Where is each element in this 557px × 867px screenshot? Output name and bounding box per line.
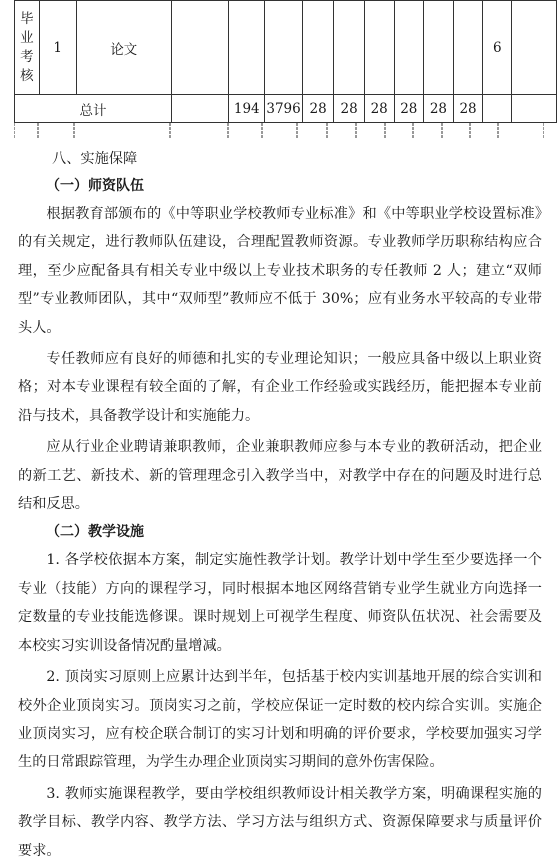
curriculum-table [14, 0, 557, 123]
total-cell: 28 [334, 95, 365, 123]
value-cell: 6 [483, 1, 512, 95]
category-label: 毕业考核 [20, 10, 34, 84]
total-cell: 28 [453, 95, 483, 123]
subsection-title-facilities: （二）教学设施 [46, 524, 144, 541]
paragraph: 2. 顶岗实习原则上应累计达到半年，包括基于校内实训基地开展的综合实训和校外企业顶岗实习。顶岗实习之前，学校应保证一定时数的校内综合实训。实施企业顶岗实习，应有校企联合制订的实习计划和明确的评价要求，学校要加强实习学生的日常跟踪管理，为学生办理企业顶岗实习期间的意外伤害保险。 [18, 669, 542, 771]
total-cell: 3796 [265, 95, 303, 123]
paragraph: 3. 教师实施课程教学，要由学校组织教师设计相关教学方案，明确课程实施的教学目标、教学内容、教学方法、学习方法与组织方式、资源保障要求与质量评价要求。 [18, 785, 542, 859]
table-row-total [15, 95, 557, 123]
category-cell [15, 1, 40, 95]
name-cell: 论文 [76, 1, 171, 95]
total-cell: 28 [364, 95, 394, 123]
paragraph: 根据教育部颁布的《中等职业学校教师专业标准》和《中等职业学校设置标准》的有关规定，进行教师队伍建设，合理配置教师资源。专业教师学历职称结构应合理，至少应配备具有相关专业中级以上专业技术职务的专任教师 2 人；建立“双师型”专业教师团队，其中“双师型”教师应不低于 30%；应有业务水平较高的专业带头人。 [18, 206, 542, 336]
total-cell: 28 [302, 95, 333, 123]
table-row-graduation [15, 1, 557, 95]
total-cell: 194 [229, 95, 265, 123]
paragraph: 1. 各学校依据本方案，制定实施性教学计划。教学计划中学生至少要选择一个专业（技能）方向的课程学习，同时根据本地区网络营销专业学生就业方向选择一定数量的专业技能选修课。课时规划上可视学生程度、师资队伍状况、社会需要及本校实习实训设备情况酌量增减。 [18, 552, 542, 654]
document-body [18, 146, 542, 865]
total-cell: 28 [394, 95, 424, 123]
total-cell: 28 [424, 95, 454, 123]
table-continuation-lines [14, 123, 544, 138]
paragraph: 应从行业企业聘请兼职教师，企业兼职教师应参与本专业的教研活动，把企业的新工艺、新技术、新的管理理念引入教学当中，对教学中存在的问题及时进行总结和反思。 [18, 439, 542, 513]
number-cell: 1 [39, 1, 76, 95]
subsection-title-faculty: （一）师资队伍 [46, 178, 144, 194]
section-title: 八、实施保障 [52, 151, 138, 167]
paragraph: 专任教师应有良好的师德和扎实的专业理论知识；一般应具备中级以上职业资格；对本专业课程有较全面的了解，有企业工作经验或实践经历，能把握本专业前沿与技术，具备教学设计和实施能力。 [18, 351, 542, 424]
total-label: 总计 [15, 95, 172, 123]
